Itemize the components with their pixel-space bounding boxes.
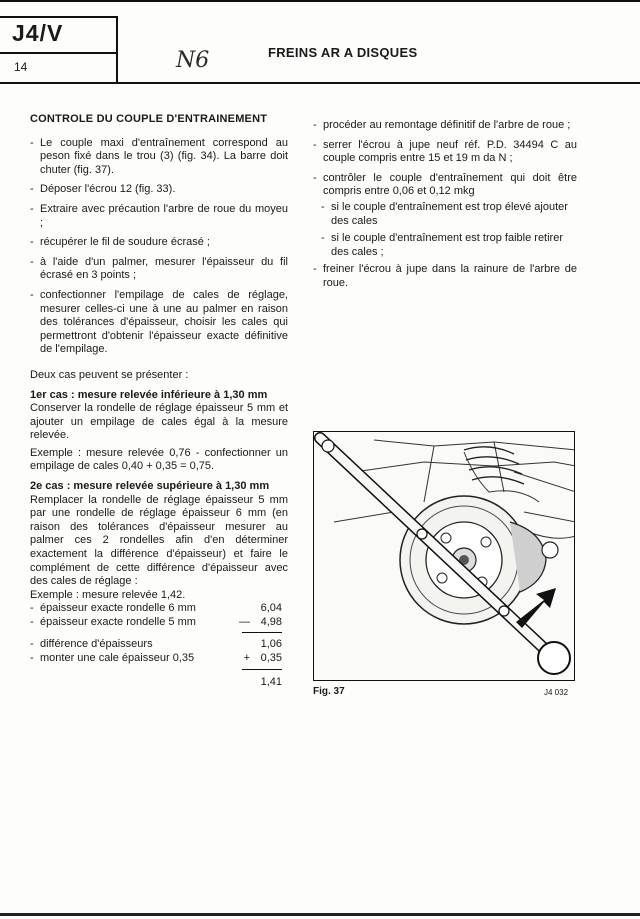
figure-reference: J4 032 <box>544 688 569 697</box>
header-rule <box>116 82 640 84</box>
step-item: - procéder au remontage définitif de l'arbre de roue ; <box>313 119 577 133</box>
calc-label: différence d'épaisseurs <box>40 638 153 651</box>
calc-block <box>30 602 288 690</box>
case2-example-label: Exemple : mesure relevée 1,42. <box>30 588 186 601</box>
calc-value: 1,06 <box>260 638 282 651</box>
calc-sign: + <box>243 652 250 665</box>
calc-rule-wrap <box>30 666 288 676</box>
sub-step-item: - si le couple d'entraînement est trop élevé ajouter des cales <box>313 201 577 228</box>
calc-rule <box>242 669 282 670</box>
calc-value: 6,04 <box>260 602 282 615</box>
calc-total: 1,41 <box>260 676 282 689</box>
brake-disc <box>400 496 528 624</box>
calc-sign: — <box>239 616 250 629</box>
step-item: - confectionner l'empilage de cales de réglage, mesurer celles-ci une à une au palmer en raison des tolérances d'épaisseur, choisir les cales qui permettront d'obtenir l'épaisseur exacte définitive de l'empilage. <box>30 289 288 357</box>
document-code: J4/V <box>12 20 64 46</box>
step-item: - Extraire avec précaution l'arbre de roue du moyeu ; <box>30 203 288 230</box>
step-item: - récupérer le fil de soudure écrasé ; <box>30 236 288 250</box>
calc-value: 4,98 <box>260 616 282 629</box>
calc-row <box>30 602 288 616</box>
step-item: - Le couple maxi d'entraînement correspond au peson fixé dans le trou (3) (fig. 34). La barre doit chuter (fig. 37). <box>30 137 288 178</box>
two-cases-intro: Deux cas peuvent se présenter : <box>30 368 189 381</box>
calc-label: monter une cale épaisseur 0,35 <box>40 652 195 665</box>
calc-rule <box>242 632 282 633</box>
page-number: 14 <box>14 60 28 74</box>
header-box-divider <box>0 52 116 54</box>
wheel-hub-illustration <box>314 432 575 681</box>
figure-caption: Fig. 37 <box>313 686 345 697</box>
right-column <box>313 119 577 297</box>
page-title: FREINS AR A DISQUES <box>268 45 418 60</box>
step-item: - contrôler le couple d'entraînement qui doit être compris entre 0,06 et 0,12 mkg <box>313 172 577 199</box>
step-item: - serrer l'écrou à jupe neuf réf. P.D. 34494 C au couple compris entre 15 et 19 m da N ; <box>313 139 577 166</box>
calc-row <box>30 652 288 666</box>
figure-37 <box>313 431 575 681</box>
case2-title: 2e cas : mesure relevée supérieure à 1,30 mm <box>30 480 270 493</box>
calc-value: 0,35 <box>260 652 282 665</box>
case1-title: 1er cas : mesure relevée inférieure à 1,30 mm <box>30 388 268 401</box>
calc-row <box>30 616 288 630</box>
header-code-box <box>0 16 118 84</box>
bottom-rule <box>0 913 640 916</box>
step-item: - Déposer l'écrou 12 (fig. 33). <box>30 183 288 197</box>
header-top-rule <box>0 0 640 2</box>
calc-label: épaisseur exacte rondelle 6 mm <box>40 602 196 615</box>
handwritten-note: N6 <box>176 48 210 73</box>
caliper-bolt <box>542 542 558 558</box>
sub-step-item: - si le couple d'entraînement est trop faible retirer des cales ; <box>313 232 577 259</box>
calc-label: épaisseur exacte rondelle 5 mm <box>40 616 196 629</box>
direction-arrow-icon <box>516 588 556 628</box>
case1-example: Exemple : mesure relevée 0,76 - confectionner un empilage de cales 0,40 + 0,35 = 0,75. <box>30 446 288 473</box>
left-column <box>30 113 288 690</box>
case1-text: Conserver la rondelle de réglage épaisseur 5 mm et ajouter un empilage de cales égal à la mesure relevée. <box>30 402 288 442</box>
calc-total-row <box>30 676 288 690</box>
calc-rule-wrap <box>30 630 288 638</box>
section-title: CONTROLE DU COUPLE D'ENTRAINEMENT <box>30 113 268 125</box>
calc-row <box>30 638 288 652</box>
step-item: - à l'aide d'un palmer, mesurer l'épaisseur du fil écrasé en 3 points ; <box>30 256 288 283</box>
step-item: - freiner l'écrou à jupe dans la rainure de l'arbre de roue. <box>313 263 577 290</box>
case2-text: Remplacer la rondelle de réglage épaisseur 5 mm par une rondelle de réglage épaisseur 6 mm (en raison des tolérances d'épaisseur mesurer au palmer ces 2 rondelles afin d'en déterminer exactement la différence d'épaisseur) et faire le complément de cette différence d'épaisseur avec des cales de réglage : <box>30 493 288 588</box>
coil-spring <box>464 447 524 484</box>
